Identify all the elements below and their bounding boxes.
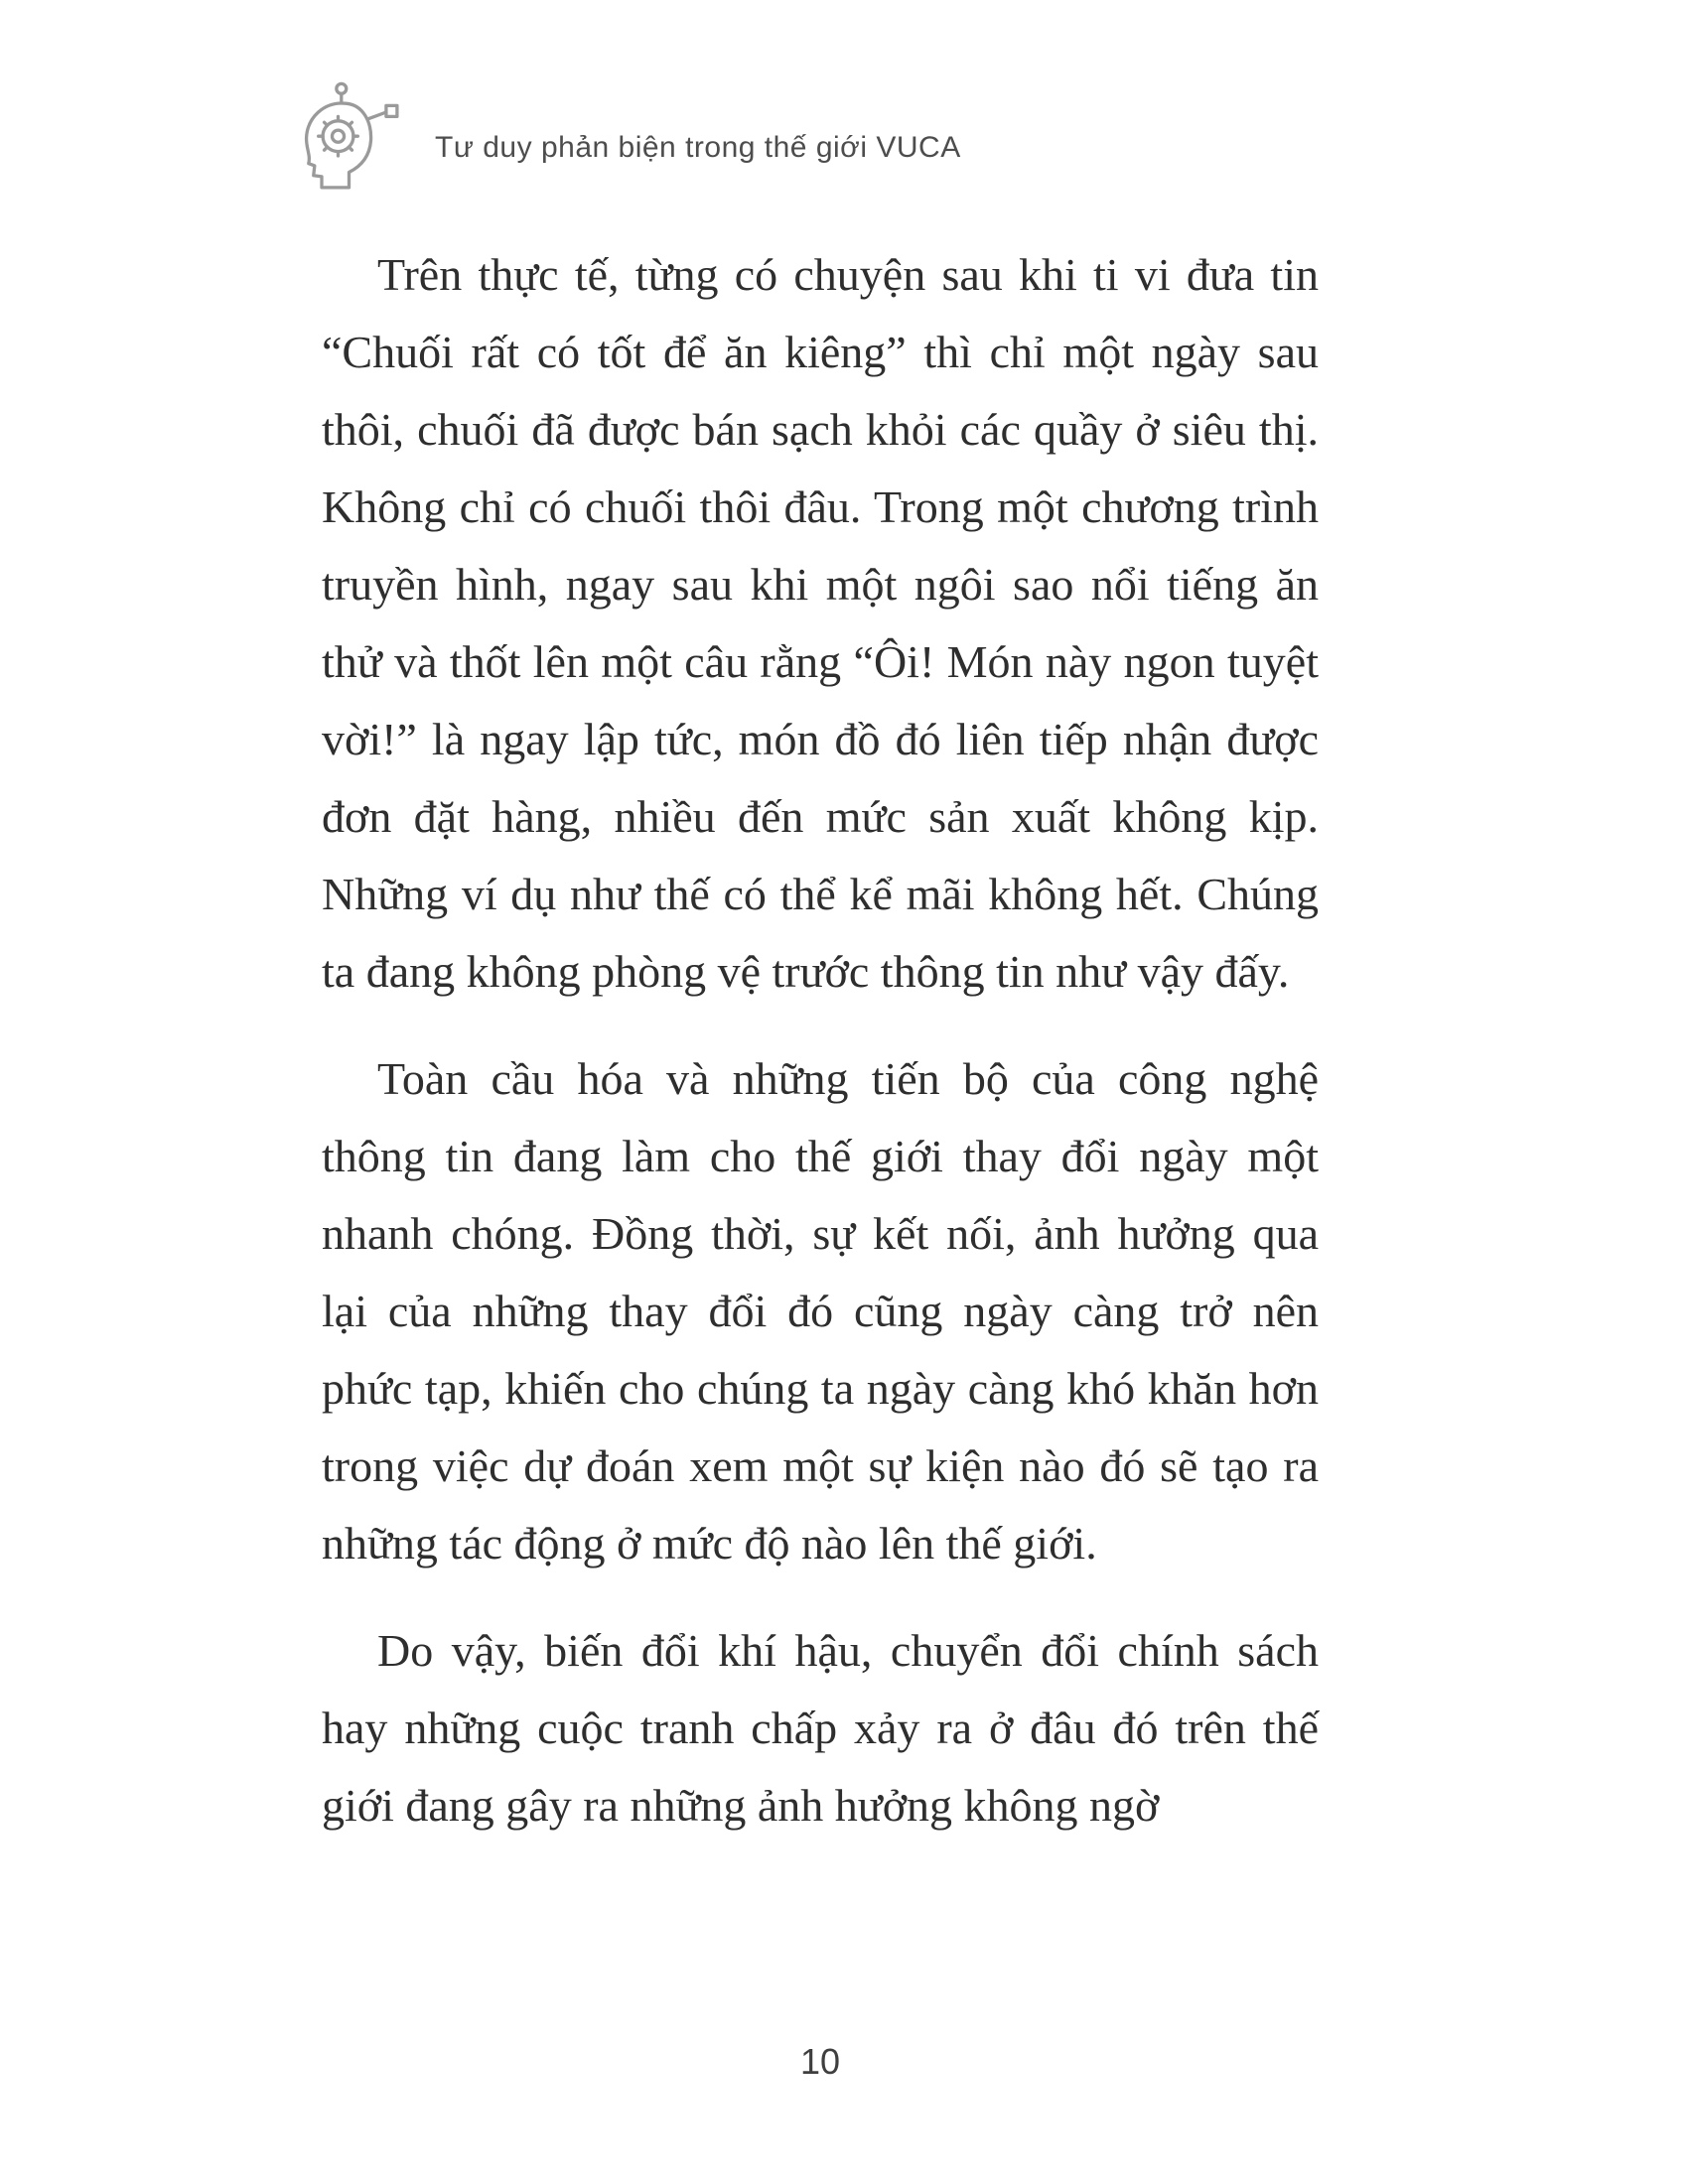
paragraph: Do vậy, biến đổi khí hậu, chuyển đổi chính sách hay những cuộc tranh chấp xảy ra ở đâu đó trên thế giới đang gây ra những ảnh hưởng không ngờ [322,1625,1319,1831]
running-header [278,79,961,210]
page-number: 10 [799,2041,841,2082]
paragraph: Trên thực tế, từng có chuyện sau khi ti vi đưa tin “Chuối rất có tốt để ăn kiêng” thì chỉ một ngày sau thôi, chuối đã được bán sạch khỏi các quầy ở siêu thị. Không chỉ có chuối thôi đâu. Trong một chương trình truyền hình, ngay sau khi một ngôi sao nổi tiếng ăn thử và thốt lên một câu rằng “Ôi! Món này ngon tuyệt vời!” là ngay lập tức, món đồ đó liên tiếp nhận được đơn đặt hàng, nhiều đến mức sản xuất không kịp. Những ví dụ như thế có thể kể mãi không hết. Chúng ta đang không phòng vệ trước thông tin như vậy đấy. [322,249,1319,997]
paragraph: Toàn cầu hóa và những tiến bộ của công nghệ thông tin đang làm cho thế giới thay đổi ngày một nhanh chóng. Đồng thời, sự kết nối, ảnh hưởng qua lại của những thay đổi đó cũng ngày càng trở nên phức tạp, khiến cho chúng ta ngày càng khó khăn hơn trong việc dự đoán xem một sự kiện nào đó sẽ tạo ra những tác động ở mức độ nào lên thế giới. [322,1053,1319,1569]
head-with-gear-logo-icon [278,79,409,210]
page-body-text [322,236,1319,1874]
running-header-title: Tư duy phản biện trong thế giới VUCA [435,131,961,164]
